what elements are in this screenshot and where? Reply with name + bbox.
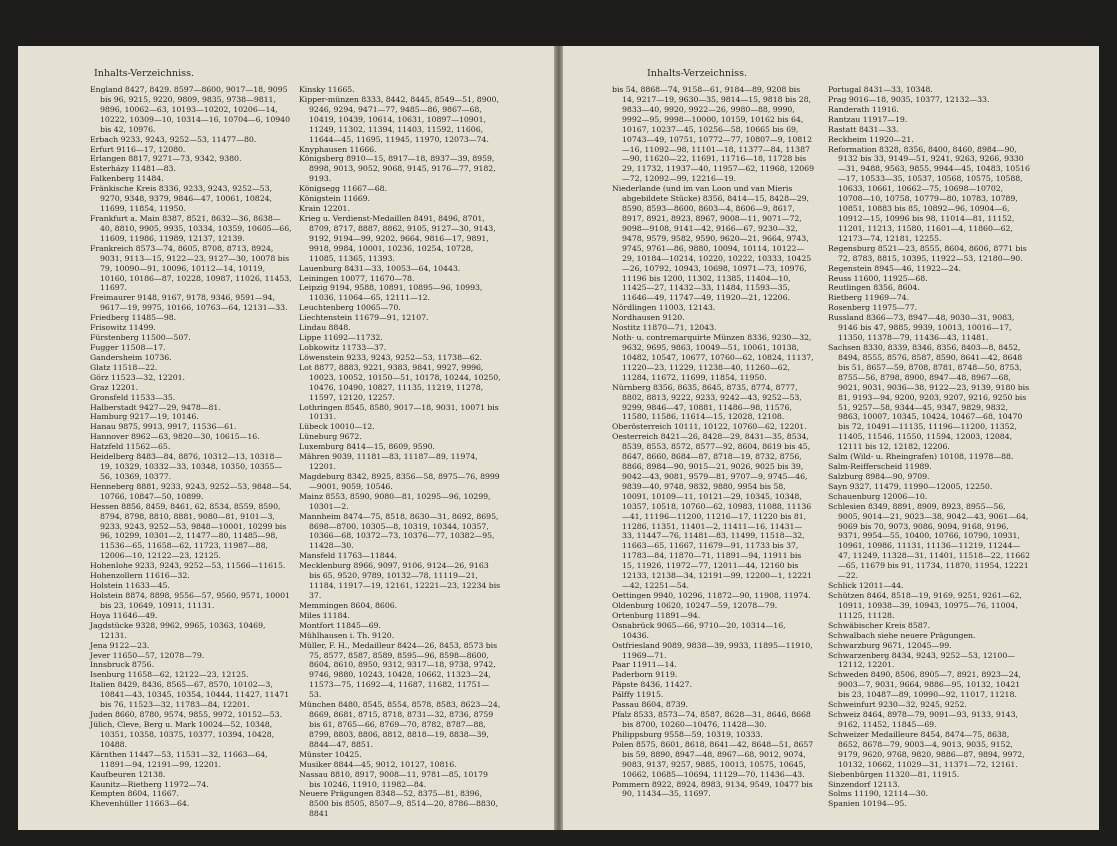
index-entry: Jülich, Cleve, Berg u. Mark 10024—52, 10348, 10351, 10358, 10375, 10377, 10394, 10428, 10488. bbox=[90, 720, 275, 749]
index-entry: Reckheim 11920—21. bbox=[828, 134, 914, 144]
index-entry: Luxemburg 8414—15, 8609, 9590. bbox=[299, 442, 435, 452]
index-entry: Lippe 11692—11732. bbox=[299, 333, 383, 343]
index-entry: Paderborn 9119. bbox=[612, 670, 678, 680]
index-entry: Löwenstein 9233, 9243, 9252—53, 11738—62. bbox=[299, 352, 482, 362]
index-entry: Sachsen 8330, 8339, 8346, 8356, 8403—8, 8452, 8494, 8555, 8576, 8587, 8590, 8641—42, 8648 bis 51, 8657—59, 8708, 8781, 8748—50, 8753, 8755—56, 8798, 8900, 8947—48, 8967—68, 9021, 9031, 9036—38, 9122—23, 9139, 9180 bis 81, 9193—94, 9200, 9203, 9207, 9216, 9250 bis 51, 9257—58, 9344—45, 9347, 9829, 9832, 9863, 10007, 10345, 10424, 10467—68, 10470 bis 72, 10491—11135, 11196—11200, 11352, 11405, 11546, 11550, 11594, 12003, 12084, 12111 bis 12, 12182, 12206. bbox=[828, 342, 1030, 452]
index-entry: Pálffy 11915. bbox=[612, 690, 664, 700]
index-entry: Nürnberg 8356, 8635, 8645, 8735, 8774, 8777, 8802, 8813, 9222, 9233, 9242—43, 9252—53, 9299, 9846—47, 10881, 11486—98, 11576, 11580, 11586, 11614—15, 12028, 12108. bbox=[612, 382, 802, 422]
index-entry: Hoya 11646—49. bbox=[90, 610, 158, 620]
index-entry: Spanien 10194—95. bbox=[828, 799, 907, 809]
index-entry: Schützen 8464, 8518—19, 9169, 9251, 9261—62, 10911, 10938—39, 10943, 10975—76, 11004, 11125, 11128. bbox=[828, 591, 1022, 620]
index-entry: Jagdstücke 9328, 9962, 9965, 10363, 10469, 12131. bbox=[90, 620, 266, 640]
index-entry: Hessen 8856, 8459, 8461, 62, 8534, 8559, 8590, 8794, 8798, 8810, 8881, 9080—81, 9101—3, 9233, 9243, 9252—53, 9848—10001, 10299 bis 96, 10299, 10301—2, 11477—80, 11485—98, 11536—65, 11658—62, 11723, 11987—88, 12006—10, 12122—23, 12125. bbox=[90, 501, 287, 561]
index-entry: Nördlingen 11003, 12143. bbox=[612, 303, 716, 313]
index-entry: Hohenzollern 11616—32. bbox=[90, 571, 190, 581]
index-entry: Friedberg 11485—98. bbox=[90, 313, 177, 323]
index-entry: Kempten 8604, 11667. bbox=[90, 789, 179, 799]
index-entry: Rantzau 11917—19. bbox=[828, 114, 908, 124]
index-entry: Hatzfeld 11562—65. bbox=[90, 442, 171, 452]
index-entry: Päpste 8436, 11427. bbox=[612, 680, 692, 690]
index-entry: Philippsburg 9558—59, 10319, 10333. bbox=[612, 729, 763, 739]
index-entry: Hamburg 9217—19, 10146. bbox=[90, 412, 199, 422]
index-entry: Schweden 8490, 8506, 8905—7, 8921, 8923—24, 9003—7, 9031, 9664, 9886—95, 10132, 10421 bis 23, 10487—89, 10990—92, 11017, 11218. bbox=[828, 670, 1021, 700]
right-page-header: Inhalts-Verzeichniss. bbox=[647, 68, 748, 79]
index-entry: Lot 8877, 8883, 9221, 9383, 9841, 9927, 9996, 10023, 10052, 10150—51, 10178, 10244, 10250, 10476, 10490, 10827, 11135, 11219, 11278, 11597, 12120, 12257. bbox=[299, 362, 501, 402]
index-entry: Kipper-münzen 8333, 8442, 8445, 8549—51, 8900, 9246, 9294, 9471—77, 9485—86, 9867—68, 10419, 10439, 10614, 10631, 10897—10901, 11249, 11302, 11394, 11403, 11592, 11606, 11644—45, 11695, 11945, 11970, 12073—74. bbox=[299, 94, 499, 144]
index-entry: München 8480, 8545, 8554, 8578, 8583, 8623—24, 8669, 8681, 8715, 8718, 8731—32, 8736, 8759 bis 61, 8765—66, 8769—70, 8782, 8787—88, 8799, 8803, 8806, 8812, 8818—19, 8838—39, 8844—47, 8851. bbox=[299, 700, 501, 749]
index-entry: Rietberg 11969—74. bbox=[828, 293, 910, 303]
index-entry: Esterházy 11481—83. bbox=[90, 164, 176, 174]
index-entry: Ortenburg 11891—94. bbox=[612, 610, 701, 620]
index-entry: Leipzig 9194, 9588, 10891, 10895—96, 10993, 11036, 11064—65, 12111—12. bbox=[299, 283, 483, 303]
index-entry: Heidelberg 8483—84, 8876, 10312—13, 10318—19, 10329, 10332—33, 10348, 10350, 10355—56, 10369, 10377. bbox=[90, 452, 283, 481]
index-entry: Lauenburg 8431—33, 10053—64, 10443. bbox=[299, 263, 461, 273]
index-entry: Regensburg 8521—23, 8555, 8604, 8606, 8771 bis 72, 8783, 8815, 10395, 11922—53, 12180—90. bbox=[828, 243, 1027, 263]
index-entry: Lübeck 10010—12. bbox=[299, 422, 375, 432]
index-entry: Innsbruck 8756. bbox=[90, 660, 155, 670]
index-entry: Lobkowitz 11733—37. bbox=[299, 342, 387, 352]
index-entry: Kinsky 11665. bbox=[299, 85, 355, 94]
index-entry: Solms 11190, 12114—30. bbox=[828, 789, 929, 799]
index-entry: Neuere Prägungen 8348—52, 8375—81, 8396, 8500 bis 8505, 8507—9, 8514—20, 8786—8830, 8841 bbox=[299, 789, 499, 819]
index-entry: Krain 12201. bbox=[299, 204, 350, 214]
index-entry: Pommern 8922, 8924, 8983, 9134, 9549, 10477 bis 90, 11434—35, 11697. bbox=[612, 779, 813, 799]
index-entry: Passau 8604, 8739. bbox=[612, 700, 688, 710]
index-entry: Memmingen 8604, 8606. bbox=[299, 600, 398, 610]
index-entry: Mansfeld 11763—11844. bbox=[299, 551, 397, 561]
index-entry: Glatz 11518—22. bbox=[90, 362, 158, 372]
index-entry: Holstein 8874, 8898, 9556—57, 9560, 9571, 10001 bis 23, 10649, 10911, 11131. bbox=[90, 591, 290, 610]
index-entry: Kaunitz—Rietberg 11972—74. bbox=[90, 779, 209, 789]
index-entry: Salm-Reifferscheid 11989. bbox=[828, 462, 932, 472]
book-spread bbox=[18, 46, 1099, 830]
index-entry: Frankfurt a. Main 8387, 8521, 8632—36, 8638—40, 8810, 9905, 9935, 10334, 10359, 10605—66, 11609, 11986, 11989, 12137, 12139. bbox=[90, 213, 292, 243]
index-entry: Pfalz 8533, 8573—74, 8587, 8628—31, 8646, 8668 bis 8700, 10260—10476, 11428—30. bbox=[612, 710, 811, 729]
index-entry: Knyphausen 11666. bbox=[299, 144, 377, 154]
book-gutter bbox=[554, 46, 563, 830]
left-index-column-2 bbox=[299, 85, 501, 819]
index-entry: Noth- u. contremarquirte Münzen 8336, 9230—32, 9632, 9695, 9863, 10049—51, 10061, 10138, 10482, 10547, 10677, 10760—62, 10824, 11137, 11220—23, 11229, 11238—40, 11260—62, 11284, 11672, 11699, 11854, 11950. bbox=[612, 333, 814, 382]
index-entry: Frisowitz 11499. bbox=[90, 323, 156, 333]
index-entry: Kärnthen 11447—53, 11531—32, 11663—64, 11891—94, 12191—99, 12201. bbox=[90, 749, 268, 769]
index-entry: Graz 12201. bbox=[90, 382, 138, 392]
index-entry: Oberösterreich 10111, 10122, 10760—62, 12201. bbox=[612, 422, 807, 432]
index-entry: Oldenburg 10620, 10247—59, 12078—79. bbox=[612, 600, 778, 610]
index-entry: bis 54, 8868—74, 9158—61, 9184—89, 9208 bis 14, 9217—19, 9630—35, 9814—15, 9818 bis 28, 9833—40, 9920, 9922—26, 9980—88, 9990, 9992—95, 9998—10000, 10159, 10162 bis 64, 10167, 10237—45, 10256—58, 10665 bis 69, 10743—49, 10751, 10772—77, 10807—9, 10812—16, 11092—98, 11101—18, 11377—84, 11387—90, 11620—22, 11691, 11716—18, 11728 bis 29, 11732, 11937—40, 11957—62, 11968, 12069—72, 12092—99, 12216—19. bbox=[612, 85, 815, 184]
left-page bbox=[18, 46, 554, 830]
index-entry: Schwarzenberg 8434, 9243, 9252—53, 12100—12112, 12201. bbox=[828, 650, 1015, 670]
index-entry: Mecklenburg 8966, 9097, 9106, 9124—26, 9163 bis 65, 9520, 9789, 10132—78, 11119—21, 11184, 11917—19, 12161, 12221—23, 12234 bis 37. bbox=[299, 561, 501, 601]
index-entry: Miles 11184. bbox=[299, 610, 350, 620]
index-entry: Portugal 8431—33, 10348. bbox=[828, 85, 933, 94]
right-index-column-1 bbox=[612, 85, 814, 799]
index-entry: Lothringen 8545, 8580, 9017—18, 9031, 10071 bis 10131. bbox=[299, 402, 499, 422]
index-entry: Gandersheim 10736. bbox=[90, 352, 172, 362]
index-entry: Prag 9016—18, 9035, 10377, 12132—33. bbox=[828, 94, 990, 104]
index-entry: Mannheim 8474—75, 8518, 8630—31, 8692, 8695, 8698—8700, 10305—8, 10319, 10344, 10357, 10366—68, 10372—73, 10376—77, 10382—95, 11428—30. bbox=[299, 511, 499, 551]
right-page bbox=[563, 46, 1099, 830]
index-entry: Russland 8366—73, 8947—48, 9030—31, 9083, 9146 bis 47, 9885, 9939, 10013, 10016—17, 11350, 11378—79, 11436—43, 11481. bbox=[828, 313, 1015, 343]
index-entry: Schlick 12011—44. bbox=[828, 581, 904, 591]
index-entry: Mainz 8553, 8590, 9080—81, 10295—96, 10299, 10301—2. bbox=[299, 491, 491, 511]
index-entry: Hanau 9875, 9913, 9917, 11536—61. bbox=[90, 422, 237, 432]
index-entry: Reutlingen 8356, 8604. bbox=[828, 283, 920, 293]
index-entry: Frankreich 8573—74, 8605, 8708, 8713, 8924, 9031, 9113—15, 9122—23, 9127—30, 10078 bis 79, 10090—91, 10096, 10112—14, 10119, 10160, 10186—87, 10228, 10987, 11026, 11453, 11697. bbox=[90, 243, 292, 293]
index-entry: Sayn 9327, 11479, 11990—12005, 12250. bbox=[828, 481, 993, 491]
index-entry: Schwarzburg 9671, 12045—99. bbox=[828, 640, 952, 650]
index-entry: Halberstadt 9427—29, 9478—81. bbox=[90, 402, 221, 412]
index-entry: Niederlande (und im van Loon und van Mieris abgebildete Stücke) 8356, 8414—15, 8428—29, 8590, 8593—8600, 8603—4, 8606—9, 8617, 8917, 8921, 8923, 8967, 9008—11, 9071—72, 9098—9108, 9141—42, 9166—67, 9230—32, 9478, 9579, 9582, 9590, 9620—21, 9664, 9743, 9745, 9761—86, 9880, 10094, 10114, 10122—29, 10184—10214, 10220, 10222, 10333, 10425—26, 10792, 10943, 10698, 10971—73, 10976, 11196 bis 1200, 11302, 11385, 11404—10, 11425—27, 11432—33, 11484, 11593—35, 11646—49, 11747—49, 11920—21, 12206. bbox=[612, 184, 812, 303]
index-entry: Münster 10425. bbox=[299, 749, 362, 759]
index-entry: Liechtenstein 11679—91, 12107. bbox=[299, 313, 429, 323]
index-entry: Görz 11523—32, 12201. bbox=[90, 372, 185, 382]
index-entry: Schauenburg 12006—10. bbox=[828, 491, 928, 501]
index-entry: Königstein 11669. bbox=[299, 194, 370, 204]
index-entry: Polen 8575, 8601, 8618, 8641—42, 8648—51, 8657 bis 59, 8890, 8947—48, 8967—68, 9012, 9074, 9083, 9137, 9257, 9885, 10013, 10575, 10645, 10662, 10685—10694, 11129—70, 11436—43. bbox=[612, 739, 814, 779]
index-entry: Schweiz 8464, 8978—79, 9091—93, 9133, 9143, 9162, 11452, 11845—69. bbox=[828, 710, 1018, 729]
index-entry: Siebenbürgen 11320—81, 11915. bbox=[828, 769, 960, 779]
index-entry: Paar 11911—14. bbox=[612, 660, 677, 670]
index-entry: Hohenlohe 9233, 9243, 9252—53, 11566—11615. bbox=[90, 561, 286, 571]
index-entry: Nostitz 11870—71, 12043. bbox=[612, 323, 717, 333]
index-entry: Sinzendorf 12113. bbox=[828, 779, 900, 789]
index-entry: Krieg u. Verdienst-Medaillen 8491, 8496, 8701, 8709, 8717, 8887, 8862, 9105, 9127—30, 9143, 9192, 9194—99, 9202, 9664, 9816—17, 9891, 9918, 9984, 10001, 10236, 10254, 10728, 11085, 11365, 11393. bbox=[299, 213, 496, 263]
left-index-column-1 bbox=[90, 85, 292, 809]
index-entry: Lindau 8848. bbox=[299, 323, 351, 333]
index-entry: Königsegg 11667—68. bbox=[299, 184, 387, 194]
index-entry: Leiningen 10077, 11670—78. bbox=[299, 273, 415, 283]
index-entry: Salm (Wild- u. Rheingrafen) 10108, 11978—88. bbox=[828, 452, 1014, 462]
index-entry: Randerath 11916. bbox=[828, 104, 899, 114]
index-entry: Gronsfeld 11533—35. bbox=[90, 392, 176, 402]
index-entry: Magdeburg 8342, 8925, 8356—58, 8975—76, 8999—9001, 9059, 10546. bbox=[299, 471, 500, 491]
index-entry: Reformation 8328, 8356, 8400, 8460, 8984—90, 9132 bis 33, 9149—51, 9241, 9263, 9266, 9330—31, 9488, 9563, 9855, 9944—45, 10483, 10516—17, 10533—35, 10537, 10568, 10575, 10588, 10633, 10661, 10662—75, 10698—10702, 10708—10, 10758, 10779—80, 10783, 10789, 10851, 10883 bis 85, 10892—96, 10904—6, 10912—15, 10996 bis 98, 11014—81, 11152, 11201, 11213, 11580, 11601—4, 11860—62, 12173—74, 12181, 12255. bbox=[828, 144, 1030, 243]
index-entry: Montfort 11845—69. bbox=[299, 620, 381, 630]
index-entry: Holstein 11633—45. bbox=[90, 581, 170, 591]
index-entry: Schwalbach siehe neuere Prägungen. bbox=[828, 630, 976, 640]
right-index-column-2 bbox=[828, 85, 1030, 809]
index-entry: Schweinfurt 9230—32, 9245, 9252. bbox=[828, 700, 967, 710]
index-entry: Khevenhüller 11663—64. bbox=[90, 799, 190, 809]
index-entry: Oettingen 9940, 10296, 11872—90, 11908, 11974. bbox=[612, 591, 811, 601]
index-entry: Königsberg 8910—15, 8917—18, 8937—39, 8959, 8998, 9013, 9052, 9068, 9145, 9176—77, 9182, 9193. bbox=[299, 154, 496, 184]
index-entry: Isenburg 11658—62, 12122—23, 12125. bbox=[90, 670, 249, 680]
index-entry: Regenstein 8945—46, 11922—24. bbox=[828, 263, 961, 273]
index-entry: Salzburg 8984—90, 9709. bbox=[828, 471, 930, 481]
index-entry: Erbach 9233, 9243, 9252—53, 11477—80. bbox=[90, 134, 257, 144]
index-entry: Lüneburg 9672. bbox=[299, 432, 362, 442]
index-entry: Juden 8660, 8780, 9574, 9855, 9972, 10152—53. bbox=[90, 710, 282, 720]
index-entry: Mühlhausen i. Th. 9120. bbox=[299, 630, 395, 640]
index-entry: Erfurt 9116—17, 12080. bbox=[90, 144, 186, 154]
index-entry: Schweizer Medailleure 8454, 8474—75, 8638, 8652, 8678—79, 9003—4, 9013, 9035, 9152, 9179, 9620, 9768, 9820, 9886—87, 9894, 9972, 10132, 10662, 11029—31, 11371—72, 12161. bbox=[828, 729, 1025, 769]
index-entry: Jena 9122—23. bbox=[90, 640, 150, 650]
index-entry: Mähren 9039, 11181—83, 11187—89, 11974, 12201. bbox=[299, 452, 478, 472]
index-entry: Leuchtenberg 10065—70. bbox=[299, 303, 401, 313]
index-entry: Nordhausen 9120. bbox=[612, 313, 685, 323]
index-entry: Falkenberg 11484. bbox=[90, 174, 164, 184]
index-entry: Freimaurer 9148, 9167, 9178, 9346, 9591—94, 9617—19, 9975, 10166, 10763—64, 12131—33. bbox=[90, 293, 288, 313]
left-page-header: Inhalts-Verzeichniss. bbox=[94, 68, 195, 79]
index-entry: Erlangen 8817, 9271—73, 9342, 9380. bbox=[90, 154, 242, 164]
index-entry: England 8427, 8429. 8597—8600, 9017—18, 9095 bis 96, 9215, 9220, 9809, 9835, 9738—9811, 9896, 10062—63, 10193—10202, 10206—14, 10222, 10309—10, 10314—16, 10704—6, 10940 bis 42, 10976. bbox=[90, 85, 290, 134]
index-entry: Kaufbeuren 12138. bbox=[90, 769, 166, 779]
index-entry: Italien 8429, 8436, 8565—67, 8570, 10102—3, 10841—43, 10345, 10354, 10444, 11427, 11471 bis 76, 11523—32, 11783—84, 12201. bbox=[90, 680, 290, 710]
index-entry: Rastatt 8431—33. bbox=[828, 124, 899, 134]
index-entry: Reuss 11600, 11925—68. bbox=[828, 273, 928, 283]
index-entry: Rosenberg 11975—77. bbox=[828, 303, 918, 313]
index-entry: Fränkische Kreis 8336, 9233, 9243, 9252—53, 9270, 9348, 9379, 9846—47, 10061, 10824, 11699, 11854, 11950. bbox=[90, 184, 272, 214]
index-entry: Hannover 8962—63, 9820—30, 10615—16. bbox=[90, 432, 260, 442]
index-entry: Jever 11650—57, 12078—79. bbox=[90, 650, 205, 660]
index-entry: Henneberg 8881, 9233, 9243, 9252—53, 9848—54, 10766, 10847—50, 10899. bbox=[90, 481, 292, 501]
index-entry: Musiker 8844—45, 9012, 10127, 10816. bbox=[299, 759, 457, 769]
index-entry: Nassau 8810, 8917, 9008—11, 9781—85, 10179 bis 10246, 11910, 11982—84. bbox=[299, 769, 488, 789]
index-entry: Fürstenberg 11500—507. bbox=[90, 333, 191, 343]
index-entry: Osnabrück 9065—66, 9710—20, 10314—16, 10436. bbox=[612, 620, 786, 640]
index-entry: Müller, F. H., Medailleur 8424—26, 8453, 8573 bis 75, 8577, 8587, 8589, 8595—96, 8598—8600, 8604, 8610, 8950, 9312, 9317—18, 9738, 9742, 9746, 9880, 10243, 10428, 10662, 11323—24, 11573—75, 11692—4, 11687, 11682, 11751—53. bbox=[299, 640, 498, 700]
index-entry: Fugger 11508—17. bbox=[90, 342, 166, 352]
index-entry: Schlesien 8349, 8891, 8909, 8923, 8955—56, 9005, 9014—21, 9023—38, 9042—43, 9061—64, 9069 bis 70, 9073, 9086, 9094, 9168, 9196, 9371, 9954—55, 10400, 10766, 10790, 10931, 10961, 10986, 11131, 11136—11219, 11244—47, 11249, 11328—31, 11401, 11518—22, 11662—65, 11679 bis 91, 11734, 11870, 11954, 12221—22. bbox=[828, 501, 1031, 581]
index-entry: Ostfriesland 9089, 9838—39, 9933, 11895—11910, 11969—71. bbox=[612, 640, 813, 660]
index-entry: Oesterreich 8421—26, 8428—29, 8431—35, 8534, 8539, 8553, 8572, 8577—92, 8604, 8619 bis 45, 8647, 8660, 8684—87, 8718—19, 8732, 8756, 8866, 8984—90, 9015—21, 9026, 9025 bis 39, 9042—43, 9081, 9579—81, 9707—9, 9745—46, 9839—40, 9748, 9832, 9880, 9954 bis 58, 10091, 10109—11, 10121—29, 10345, 10348, 10357, 10518, 10760—62, 10983, 11088, 11136—41, 11196—11200, 11216—17, 11220 bis 81, 11286, 11351, 11401—2, 11411—16, 11431—33, 11447—76, 11481—83, 11499, 11518—32, 11663—65, 11667, 11679—91, 11733 bis 37, 11783—84, 11870—71, 11891—94, 11911 bis 15, 11926, 11972—77, 12011—44, 12160 bis 12133, 12138—34, 12191—99, 12200—1, 12221—42, 12251—54. bbox=[612, 432, 812, 591]
index-entry: Schwäbischer Kreis 8587. bbox=[828, 620, 931, 630]
